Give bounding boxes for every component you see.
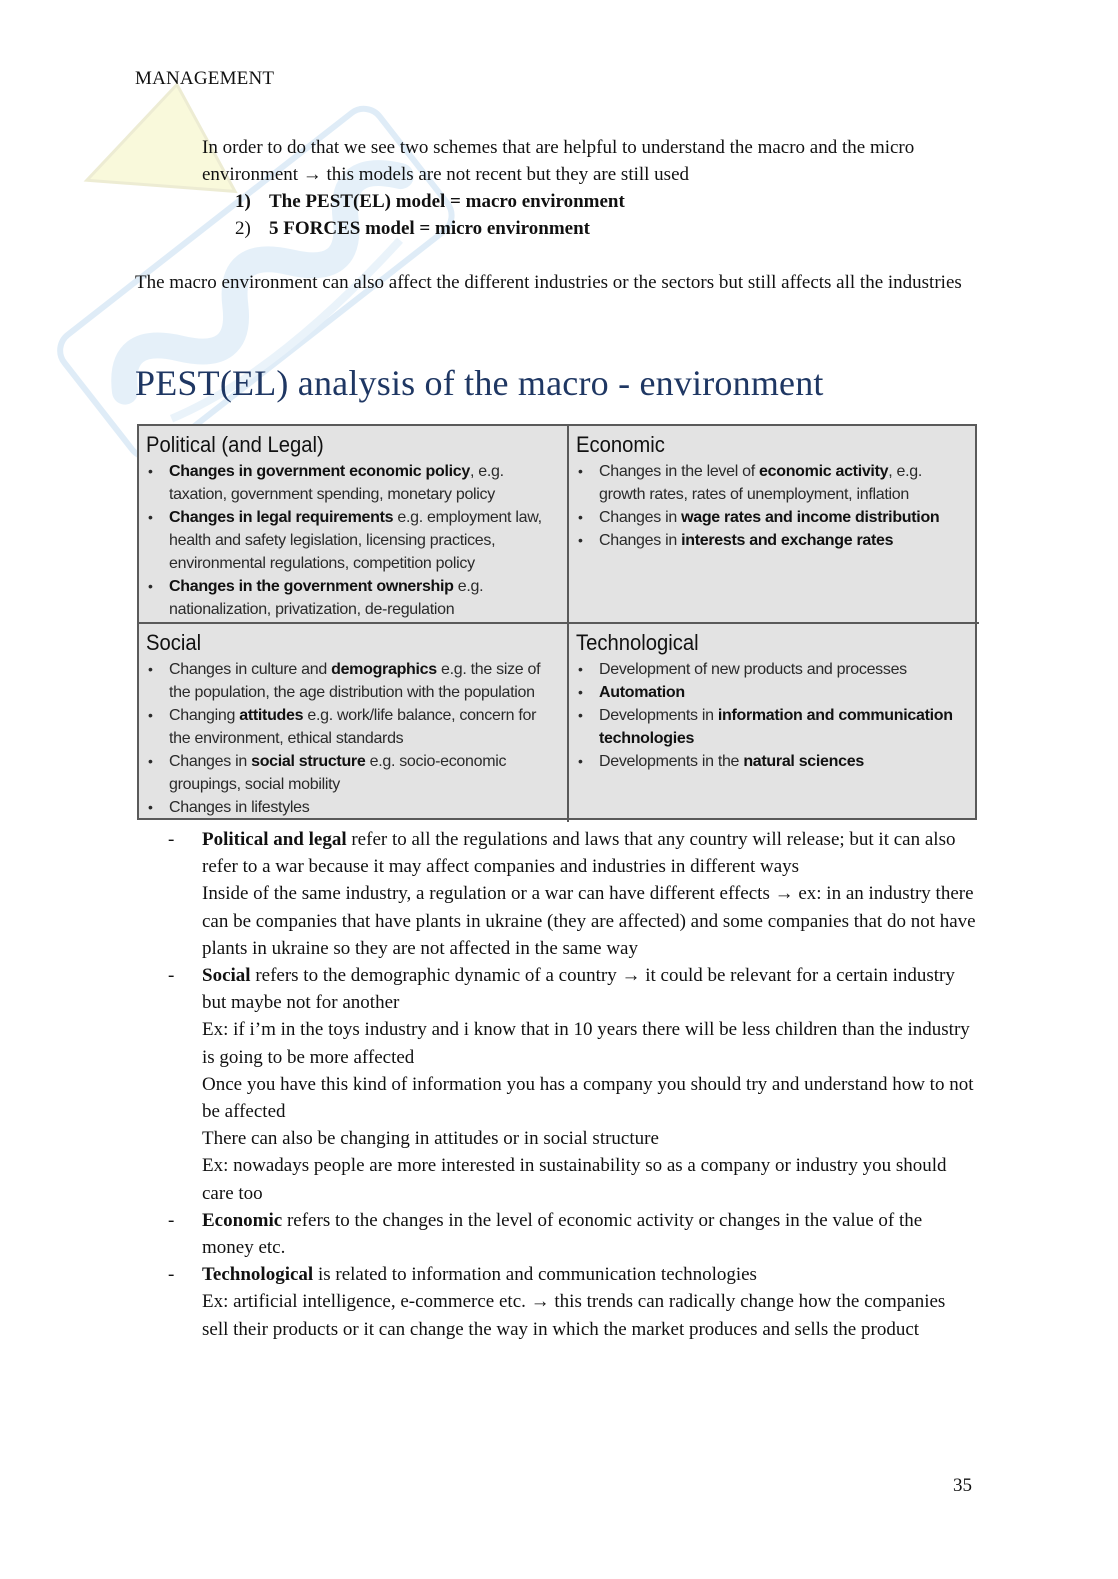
list-text: The PEST(EL) model = macro environment [269,191,625,212]
list-item: • Changing attitudes e.g. work/life balance, concern for the environment, ethical standards [146,704,559,750]
dash-marker: - [168,1264,175,1286]
list-item: • Development of new products and processes [576,658,971,681]
macro-paragraph: The macro environment can also affect the different industries or the sectors but still affects all the industries [135,272,962,293]
list-item: • Changes in wage rates and income distribution [576,506,971,529]
list-item: • Changes in the level of economic activity, e.g. growth rates, rates of unemployment, inflation [576,460,971,506]
cell-title: Economic [576,432,665,457]
pestel-cell-technological [569,624,979,822]
pestel-cell-political [139,426,569,624]
list-item [202,188,992,215]
list-item: • Developments in information and communication technologies [576,704,971,750]
list-item: • Changes in legal requirements e.g. employment law, health and safety legislation, licensing practices, environmental regulations, competition policy [146,506,559,575]
list-item: • Automation [576,681,971,704]
cell-title: Social [146,630,202,655]
term: Social [202,965,251,987]
list-item: • Developments in the natural sciences [576,750,971,773]
list-number: 1) [235,191,251,212]
cell-title: Technological [576,630,699,655]
running-header: MANAGEMENT [135,68,275,89]
list-item: - Economic refers to the changes in the level of economic activity or changes in the value of the money etc. [166,1207,976,1261]
intro-paragraph: In order to do that we see two schemes that are helpful to understand the macro and the micro environment → this models are not recent but they are still used [202,137,915,185]
page-number: 35 [953,1475,972,1496]
list-number: 2) [235,218,251,239]
list-item: • Changes in government economic policy, e.g. taxation, government spending, monetary policy [146,460,559,506]
dash-marker: - [168,1209,175,1231]
model-list [202,188,992,242]
list-item: • Changes in culture and demographics e.g. the size of the population, the age distribution with the population [146,658,559,704]
list-text: 5 FORCES model = micro environment [269,218,590,239]
list-item: - Political and legal refer to all the regulations and laws that any country will release; but it can also refer to a war because it may affect companies and industries in different ways Inside of the same industry, a regulation or a war can have different effects → ex: in an industry there can be companies that have plants in ukraine (they are affected) and some companies that do not have plants in ukraine so they are not affected in the same way [166,826,976,962]
list-item [202,215,992,242]
explanation-list [166,826,976,1343]
list-item: - Social refers to the demographic dynamic of a country → it could be relevant for a certain industry but maybe not for another Ex: if i’m in the toys industry and i know that in 10 years there will be less children than the industry is going to be more affected Once you have this kind of information you has a company you should try and understand how to not be affected There can also be changing in attitudes or in social structure Ex: nowadays people are more interested in sustainability so as a company or industry you should care too [166,962,976,1207]
section-title: PEST(EL) analysis of the macro - environment [135,363,824,403]
cell-title: Political (and Legal) [146,432,324,457]
list-item: • Changes in interests and exchange rates [576,529,971,552]
pestel-cell-economic [569,426,979,624]
pestel-cell-social [139,624,569,822]
dash-marker: - [168,829,175,850]
term: Technological [202,1264,314,1286]
list-item: - Technological is related to information and communication technologies Ex: artificial intelligence, e-commerce etc. → this trends can radically change how the companies sell their products or it can change the way in which the market produces and sells the product [166,1261,976,1343]
term: Economic [202,1209,283,1231]
dash-marker: - [168,965,175,987]
pestel-table [137,424,977,820]
term: Political and legal [202,829,347,850]
list-item: • Changes in lifestyles [146,796,559,819]
intro-block [202,134,992,242]
list-item: • Changes in social structure e.g. socio-economic groupings, social mobility [146,750,559,796]
list-item: • Changes in the government ownership e.g. nationalization, privatization, de-regulation [146,575,559,621]
